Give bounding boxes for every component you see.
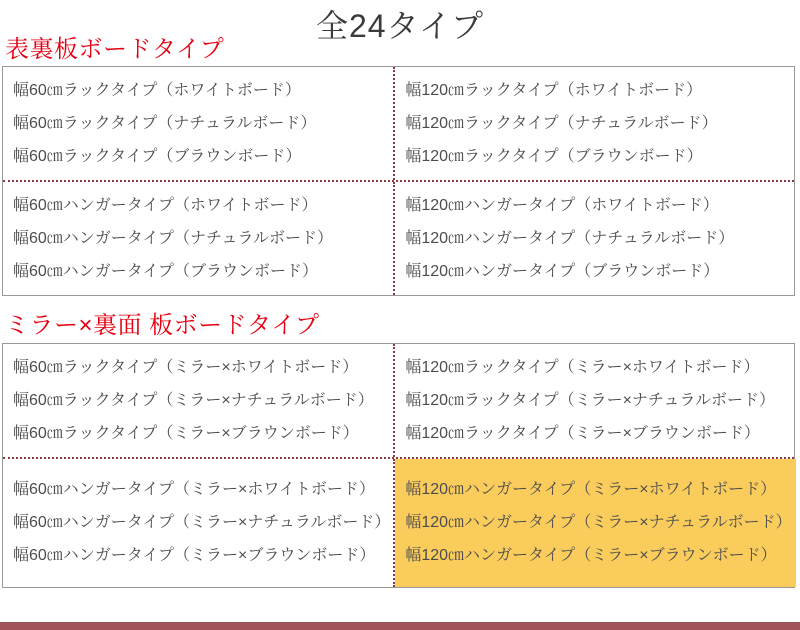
product-type-item: 幅120㎝ハンガータイプ（ミラー×ブラウンボード） — [405, 547, 777, 564]
product-type-item: 幅60㎝ハンガータイプ（ナチュラルボード） — [13, 229, 334, 247]
product-type-item: 幅60㎝ハンガータイプ（ブラウンボード） — [13, 262, 318, 280]
product-type-item: 幅60㎝ラックタイプ（ブラウンボード） — [13, 147, 302, 165]
product-type-item: 幅60㎝ラックタイプ（ミラー×ブラウンボード） — [13, 424, 359, 442]
cell-w120-rack — [395, 67, 794, 180]
product-type-item: 幅60㎝ラックタイプ（ナチュラルボード） — [13, 114, 317, 132]
cell-w60-hanger — [3, 182, 395, 295]
product-type-item: 幅60㎝ハンガータイプ（ミラー×ナチュラルボード） — [13, 514, 391, 531]
cell-w60-hanger-mirror — [3, 459, 395, 587]
product-type-item: 幅120㎝ハンガータイプ（ミラー×ナチュラルボード） — [405, 514, 792, 531]
row-group-hanger — [3, 180, 794, 295]
product-type-item: 幅120㎝ハンガータイプ（ブラウンボード） — [405, 262, 720, 280]
product-type-item: 幅120㎝ハンガータイプ（ミラー×ホワイトボード） — [405, 481, 777, 498]
cell-w120-rack-mirror — [395, 344, 794, 457]
section-heading-front-back-board: 表裏板ボードタイプ — [5, 36, 225, 63]
product-type-item: 幅120㎝ラックタイプ（ホワイトボード） — [405, 81, 703, 99]
product-type-item: 幅120㎝ラックタイプ（ミラー×ナチュラルボード） — [405, 391, 775, 409]
cell-w120-hanger — [395, 182, 794, 295]
page-title: 全24タイプ — [316, 8, 484, 44]
product-type-item: 幅60㎝ラックタイプ（ホワイトボード） — [13, 81, 301, 99]
product-type-item: 幅60㎝ラックタイプ（ミラー×ホワイトボード） — [13, 358, 359, 376]
type-table-front-back — [2, 66, 795, 296]
product-type-item: 幅120㎝ラックタイプ（ブラウンボード） — [405, 147, 703, 165]
row-group-rack-mirror — [3, 344, 794, 457]
product-type-item: 幅120㎝ラックタイプ（ミラー×ホワイトボード） — [405, 358, 760, 376]
product-type-item: 幅60㎝ハンガータイプ（ミラー×ホワイトボード） — [13, 481, 375, 498]
bottom-accent-bar — [0, 622, 800, 630]
product-type-item: 幅120㎝ラックタイプ（ナチュラルボード） — [405, 114, 718, 132]
product-type-item: 幅60㎝ラックタイプ（ミラー×ナチュラルボード） — [13, 391, 374, 409]
product-type-item: 幅60㎝ハンガータイプ（ホワイトボード） — [13, 196, 318, 214]
row-group-hanger-mirror — [3, 457, 794, 587]
product-type-item: 幅120㎝ハンガータイプ（ホワイトボード） — [405, 196, 719, 214]
type-table-mirror — [2, 343, 795, 588]
cell-w60-rack — [3, 67, 395, 180]
product-type-item: 幅120㎝ハンガータイプ（ナチュラルボード） — [405, 229, 735, 247]
product-type-item: 幅60㎝ハンガータイプ（ミラー×ブラウンボード） — [13, 547, 376, 564]
cell-w60-rack-mirror — [3, 344, 395, 457]
row-group-rack — [3, 67, 794, 180]
section-heading-mirror-board: ミラー×裏面 板ボードタイプ — [5, 312, 320, 339]
product-type-item: 幅120㎝ラックタイプ（ミラー×ブラウンボード） — [405, 424, 760, 442]
cell-w120-hanger-mirror-highlighted — [395, 459, 795, 587]
